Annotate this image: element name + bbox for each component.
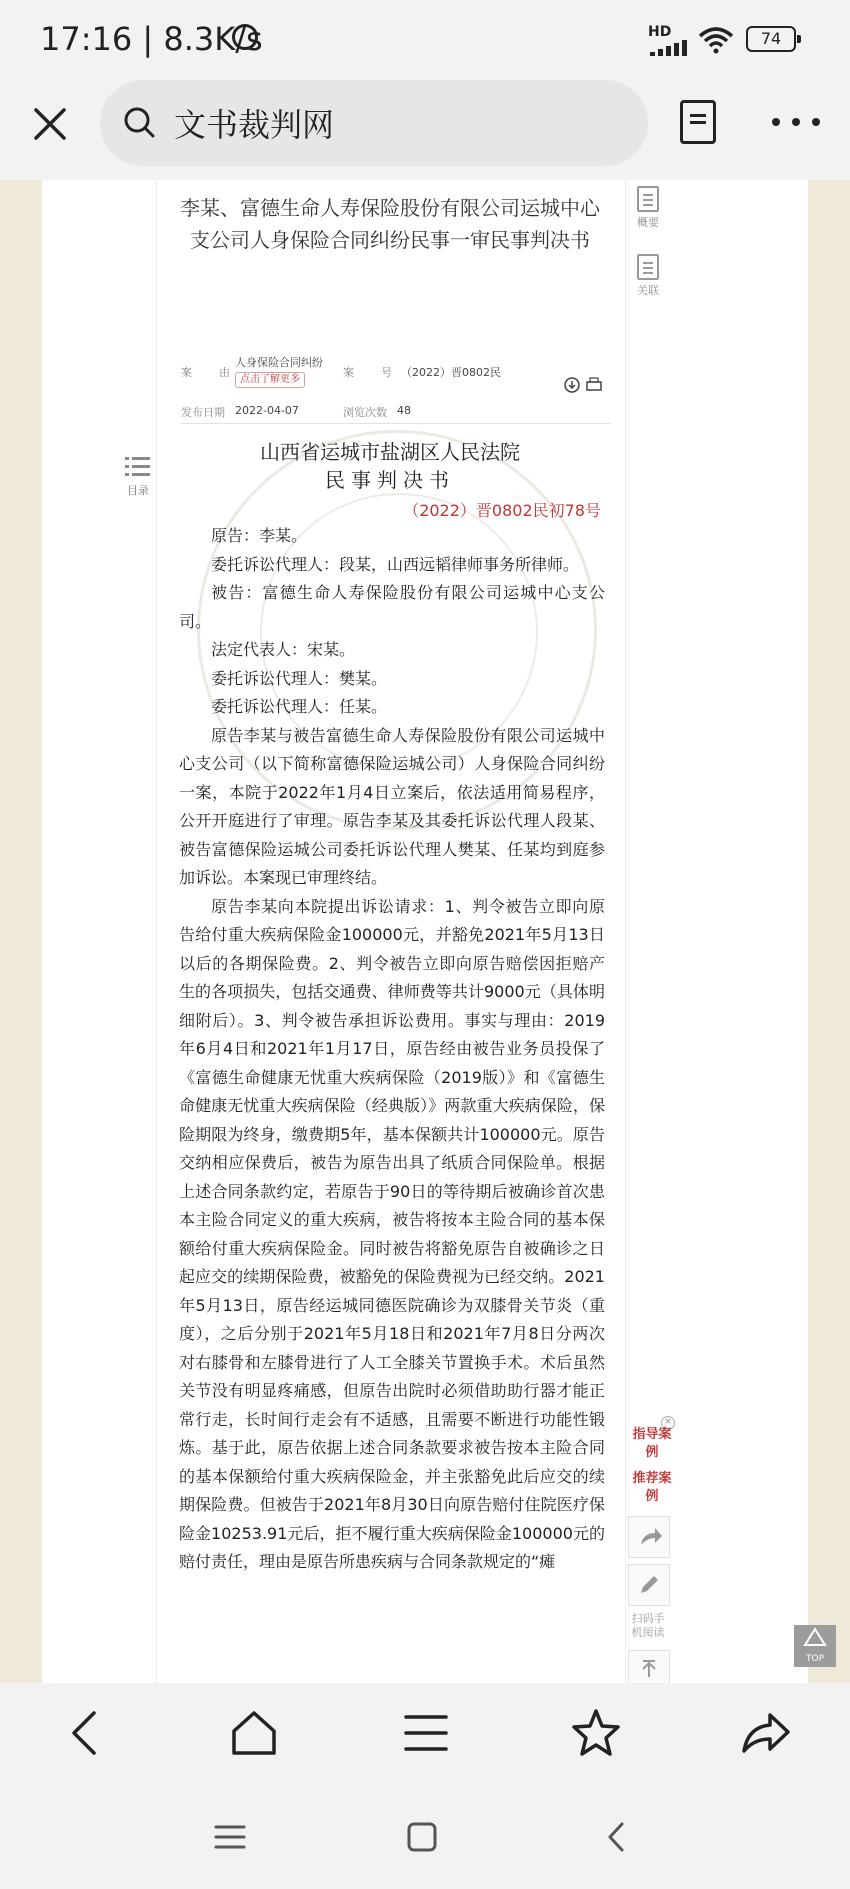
share-tool-button[interactable] — [628, 1516, 670, 1558]
back-icon[interactable] — [58, 1705, 114, 1761]
overview-label: 概要 — [637, 216, 659, 229]
cause-label: 案 由 — [181, 366, 238, 379]
browser-toolbar — [0, 80, 850, 180]
document-body — [179, 522, 605, 1577]
paragraph: 原告李某与被告富德生命人寿保险股份有限公司运城中心支公司（以下简称富德保险运城公司）人身保险合同纠纷一案，本院于2022年1月4日立案后，依法适用简易程序，公开开庭进行了审理。原告李某及其委托诉讼代理人段某、被告富德保险运城公司委托诉讼代理人樊某、任某均到庭参加诉讼。本案现已审理终结。 — [179, 725, 605, 887]
document-page — [156, 180, 626, 1683]
more-icon[interactable] — [772, 118, 822, 130]
date-value: 2022-04-07 — [235, 404, 299, 417]
paragraph: 原告李某向本院提出诉讼请求：1、判令被告立即向原告给付重大疾病保险金100000元，并豁免2021年5月13日以后的各期保险费。2、判令被告立即向原告赔偿因拒赔产生的各项损失，包括交通费、律师费等共计9000元（具体明细附后）。3、判令被告承担诉讼费用。事实与理由：2019年6月4日和2021年1月17日，原告经由被告业务员投保了《富德生命健康无忧重大疾病保险（2019版）》和《富德生命健康无忧重大疾病保险（经典版）》两款重大疾病保险，保险期限为终身，缴费期5年，基本保额共计100000元。原告交纳相应保费后，被告为原告出具了纸质合同保险单。根据上述合同条款约定，若原告于90日的等待期后被确诊首次患本主险合同定义的重大疾病，被告将按本主险合同的基本保额给付重大疾病保险金。同时被告将豁免原告自被确诊之日起应交的续期保险费，被豁免的保险费视为已经交纳。2021年5月13日，原告经运城同德医院确诊为双膝骨关节炎（重度），之后分别于2021年5月18日和2021年7月8日分两次对右膝骨和左膝骨进行了人工全膝关节置换手术。术后虽然关节没有明显疼痛感，但原告出院时必须借助助行器才能正常行走，长时间行走会有不适感，且需要不断进行功能性锻炼。基于此，原告依据上述合同条款要求被告按本主险合同的基本保额给付重大疾病保险金，并主张豁免此后应交的续期保险费。但被告于2021年8月30日向原告赔付住院医疗保险金10253.91元后，拒不履行重大疾病保险金100000元的赔付责任，理由是原告所患疾病与合同条款规定的“瘫 — [179, 896, 605, 1571]
overview-button[interactable] — [630, 186, 666, 230]
search-icon — [122, 105, 156, 139]
reader-mode-icon[interactable] — [680, 100, 716, 144]
paragraph: 委托诉讼代理人：任某。 — [211, 697, 388, 716]
toc-label: 目录 — [127, 484, 149, 497]
web-content[interactable] — [0, 180, 850, 1683]
toc-button[interactable] — [120, 455, 156, 498]
paragraph: 原告：李某。 — [211, 526, 308, 545]
system-back-icon[interactable] — [600, 1821, 632, 1853]
signal-icon — [650, 40, 686, 56]
guide-cases-link[interactable]: 指导案例 — [632, 1427, 672, 1460]
status-time: 17:16 | 8.3K/s — [40, 20, 263, 58]
star-icon[interactable] — [568, 1705, 624, 1761]
close-icon[interactable] — [30, 104, 70, 144]
learn-more-link[interactable]: 点击了解更多 — [235, 372, 305, 388]
download-print-icons[interactable] — [563, 376, 603, 394]
paragraph: 法定代表人：宋某。 — [211, 640, 356, 659]
top-arrow-icon — [794, 1625, 836, 1651]
list-icon — [125, 455, 151, 479]
alarm-icon — [232, 24, 258, 50]
print-icon — [587, 382, 601, 390]
forward-icon — [629, 1517, 669, 1557]
back-to-top-button[interactable] — [794, 1625, 836, 1667]
system-nav-bar — [0, 1783, 850, 1889]
related-label: 关联 — [637, 284, 659, 297]
paragraph: 被告：富德生命人寿保险股份有限公司运城中心支公司。 — [179, 583, 605, 631]
close-float-icon[interactable]: × — [661, 1416, 675, 1430]
divider — [181, 423, 611, 424]
document-type: 民事判决书 — [325, 468, 455, 492]
top-label: TOP — [805, 1654, 824, 1664]
wifi-icon — [698, 26, 734, 54]
paragraph: 委托诉讼代理人：段某，山西远韬律师事务所律师。 — [211, 554, 580, 574]
related-button[interactable] — [630, 254, 666, 298]
arrow-up-icon — [629, 1651, 669, 1681]
share-icon[interactable] — [738, 1705, 794, 1761]
recommend-cases-link[interactable]: 推荐案例 — [632, 1471, 672, 1504]
document-title: 李某、富德生命人寿保险股份有限公司运城中心支公司人身保险合同纠纷民事一审民事判决书 — [180, 196, 600, 252]
left-margin — [42, 180, 156, 1683]
paragraph: 委托诉讼代理人：樊某。 — [211, 668, 388, 688]
case-label: 案 号 — [343, 366, 400, 379]
case-value: （2022）晋0802民 — [401, 366, 501, 379]
pencil-icon — [629, 1565, 669, 1605]
recent-apps-icon[interactable] — [214, 1821, 246, 1853]
network-type: HD — [648, 24, 672, 40]
case-number: （2022）晋0802民初78号 — [403, 501, 601, 520]
views-label: 浏览次数 — [343, 406, 387, 419]
search-text: 文书裁判网 — [174, 106, 335, 144]
scroll-up-button[interactable] — [628, 1650, 670, 1683]
cause-value: 人身保险合同纠纷 — [235, 356, 323, 369]
battery-icon: 74 — [746, 26, 796, 52]
home-square-icon[interactable] — [406, 1821, 438, 1853]
date-label: 发布日期 — [181, 406, 225, 419]
browser-bottom-nav — [0, 1683, 850, 1783]
qr-read-label[interactable]: 扫码手机阅读 — [631, 1612, 665, 1639]
home-icon[interactable] — [226, 1705, 282, 1761]
related-icon — [637, 254, 659, 280]
edit-tool-button[interactable] — [628, 1564, 670, 1606]
views-value: 48 — [397, 404, 411, 417]
court-name: 山西省运城市盐湖区人民法院 — [260, 440, 520, 464]
search-bar[interactable] — [100, 80, 648, 166]
status-bar — [0, 0, 850, 80]
overview-icon — [637, 186, 659, 212]
menu-icon[interactable] — [398, 1705, 454, 1761]
